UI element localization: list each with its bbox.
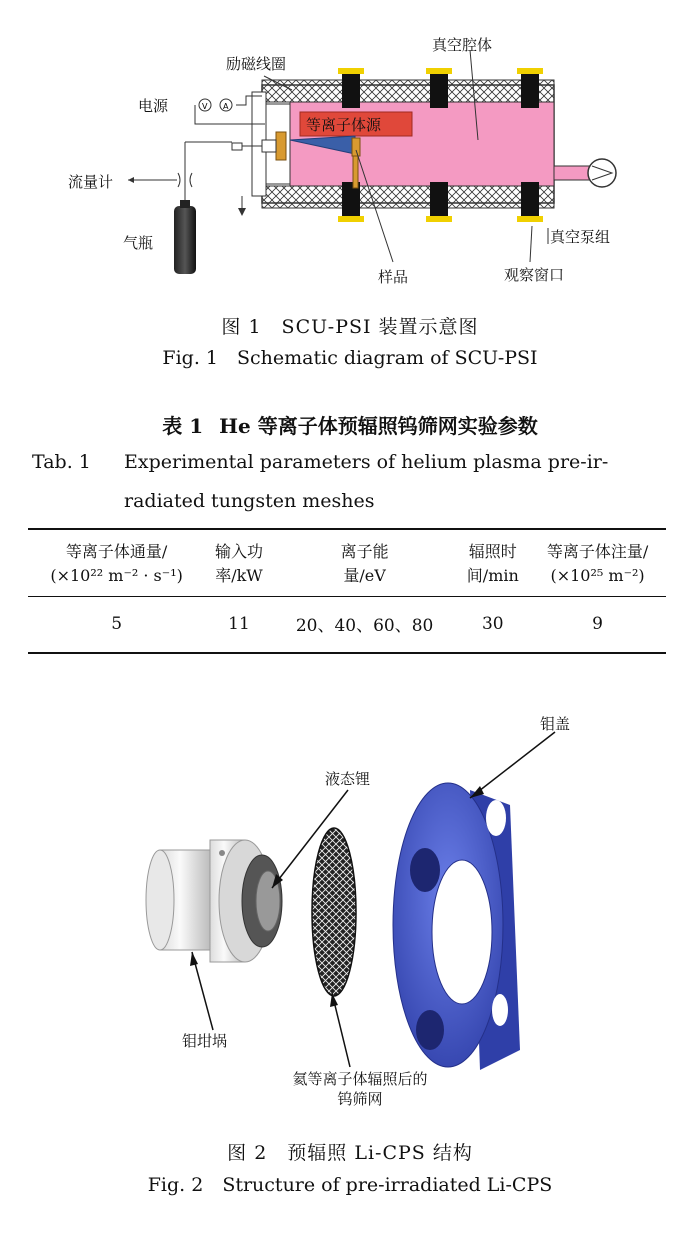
label-gas-cylinder: 气瓶 bbox=[123, 234, 154, 252]
table-header-row bbox=[28, 529, 666, 597]
table1-title-cn bbox=[0, 410, 700, 439]
label-liquid-li: 液态锂 bbox=[325, 770, 371, 788]
label-power-supply: 电源 bbox=[138, 97, 169, 115]
figure2-caption-cn: 图 2 预辐照 Li-CPS 结构 bbox=[227, 1142, 473, 1164]
cell-power: 11 bbox=[205, 597, 273, 654]
header-power: 输入功 率/kW bbox=[205, 529, 273, 597]
svg-text:A: A bbox=[223, 102, 229, 111]
svg-text:V: V bbox=[202, 102, 208, 111]
table1-title-en-line2: radiated tungsten meshes bbox=[124, 490, 375, 512]
header-time: 辐照时 间/min bbox=[456, 529, 529, 597]
header-fluence: 等离子体注量/ (×10²⁵ m⁻²) bbox=[529, 529, 666, 597]
label-mesh-line2: 钨筛网 bbox=[337, 1090, 383, 1108]
coil-top bbox=[262, 80, 554, 102]
label-excitation-coil: 励磁线圈 bbox=[226, 55, 287, 73]
figure1-caption-en: Fig. 1 Schematic diagram of SCU-PSI bbox=[162, 347, 538, 369]
table1-title-en-line1: Experimental parameters of helium plasma pre-ir- bbox=[124, 451, 609, 473]
coil-bottom bbox=[262, 186, 554, 208]
header-flux: 等离子体通量/ (×10²² m⁻² · s⁻¹) bbox=[28, 529, 205, 597]
label-vacuum-pump: 真空泵组 bbox=[550, 228, 611, 246]
mo-cover-shape bbox=[393, 783, 520, 1070]
figure2-structure bbox=[0, 690, 700, 1120]
table-row bbox=[28, 597, 666, 654]
sample bbox=[352, 138, 360, 156]
cell-time: 30 bbox=[456, 597, 529, 654]
label-mo-cover: 钼盖 bbox=[540, 715, 571, 733]
tungsten-mesh-shape bbox=[312, 828, 356, 996]
cell-energy: 20、40、60、80 bbox=[273, 597, 457, 654]
cell-fluence: 9 bbox=[529, 597, 666, 654]
gas-cylinder-icon bbox=[174, 206, 196, 274]
label-sample: 样品 bbox=[378, 268, 409, 286]
table1-number-cn: 表 1 bbox=[162, 414, 204, 438]
label-mo-crucible: 钼坩埚 bbox=[182, 1032, 228, 1050]
cell-flux: 5 bbox=[28, 597, 205, 654]
label-vacuum-chamber: 真空腔体 bbox=[432, 36, 493, 54]
label-mesh-line1: 氦等离子体辐照后的 bbox=[292, 1070, 428, 1088]
label-observation-window: 观察窗口 bbox=[504, 266, 565, 284]
table1-number-en: Tab. 1 bbox=[32, 451, 91, 473]
table1-title-cn-text: He 等离子体预辐照钨筛网实验参数 bbox=[219, 414, 538, 438]
label-flowmeter: 流量计 bbox=[68, 173, 114, 191]
mo-crucible-shape bbox=[146, 840, 282, 962]
label-plasma-source: 等离子体源 bbox=[306, 116, 382, 134]
figure2-caption-en: Fig. 2 Structure of pre-irradiated Li-CPS bbox=[147, 1174, 553, 1196]
parameters-table bbox=[28, 528, 666, 654]
header-energy: 离子能 量/eV bbox=[273, 529, 457, 597]
figure1-schematic bbox=[0, 0, 700, 300]
figure1-caption-cn: 图 1 SCU-PSI 装置示意图 bbox=[221, 316, 479, 338]
